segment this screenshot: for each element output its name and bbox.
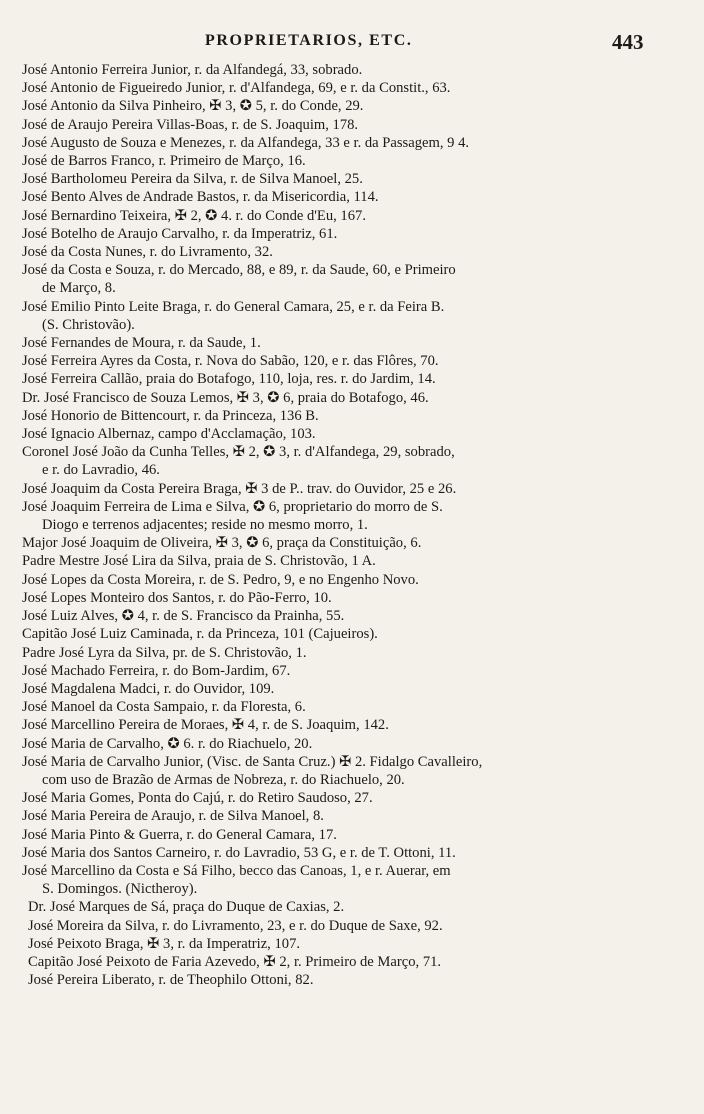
entry-text: José Joaquim da Costa Pereira Braga, ✠ 3 de P.. trav. do Ouvidor, 25 e 26. [22, 480, 457, 497]
entry-text: José Ferreira Callão, praia do Botafogo, 110, loja, res. r. do Jardim, 14. [22, 371, 436, 388]
directory-entry [22, 243, 678, 261]
entry-text: José da Costa Nunes, r. do Livramento, 32. [22, 244, 273, 261]
entry-text: José Manoel da Costa Sampaio, r. da Floresta, 6. [22, 699, 306, 716]
entry-text: Capitão José Peixoto de Faria Azevedo, ✠ 2, r. Primeiro de Março, 71. [28, 953, 442, 970]
page-number: 443 [612, 30, 644, 54]
directory-entry [22, 735, 678, 753]
directory-entry [22, 152, 678, 170]
directory-entry [22, 498, 678, 534]
directory-entry [22, 97, 678, 115]
directory-entry [22, 188, 678, 206]
directory-entry [22, 862, 678, 898]
directory-entry [22, 480, 678, 498]
directory-entry [22, 826, 678, 844]
entry-text: José Fernandes de Moura, r. da Saude, 1. [22, 335, 261, 352]
entry-text: José Antonio de Figueiredo Junior, r. d'Alfandega, 69, e r. da Constit., 63. [22, 80, 451, 97]
directory-entry [22, 971, 678, 989]
directory-entry [22, 552, 678, 570]
entry-text: José Ferreira Ayres da Costa, r. Nova do Sabão, 120, e r. das Flôres, 70. [22, 353, 439, 370]
entry-text: José Antonio Ferreira Junior, r. da Alfandegá, 33, sobrado. [22, 62, 363, 78]
directory-entry [22, 61, 678, 79]
entry-text: José de Araujo Pereira Villas-Boas, r. de S. Joaquim, 178. [22, 116, 359, 133]
directory-entry [22, 207, 678, 225]
directory-entry [22, 698, 678, 716]
entry-text: José Marcellino Pereira de Moraes, ✠ 4, r. de S. Joaquim, 142. [22, 717, 389, 734]
directory-entry [22, 407, 678, 425]
entry-text: Padre Mestre José Lira da Silva, praia de S. Christovão, 1 A. [22, 553, 376, 570]
entry-continuation: e r. do Lavradio, 46. [42, 462, 160, 479]
entry-text: José da Costa e Souza, r. do Mercado, 88, e 89, r. da Saude, 60, e Primeiro [22, 262, 456, 279]
directory-entry [22, 625, 678, 643]
directory-entry [22, 844, 678, 862]
entry-text: José Maria Gomes, Ponta do Cajú, r. do Retiro Saudoso, 27. [22, 790, 373, 807]
directory-entry [22, 116, 678, 134]
entry-text: José Lopes Monteiro dos Santos, r. do Pão-Ferro, 10. [22, 589, 332, 606]
entry-text: Capitão José Luiz Caminada, r. da Princeza, 101 (Cajueiros). [22, 626, 378, 643]
running-title: PROPRIETARIOS, ETC. [205, 32, 413, 49]
directory-entry [22, 79, 678, 97]
entry-continuation: (S. Christovão). [42, 316, 135, 333]
directory-entry [22, 389, 678, 407]
directory-entry [22, 170, 678, 188]
entry-text: José Bartholomeu Pereira da Silva, r. de Silva Manoel, 25. [22, 171, 363, 188]
directory-entry [22, 753, 678, 789]
entry-text: José Bernardino Teixeira, ✠ 2, ✪ 4. r. do Conde d'Eu, 167. [22, 207, 366, 224]
entry-text: Dr. José Marques de Sá, praça do Duque de Caxias, 2. [28, 899, 345, 916]
entry-continuation: de Março, 8. [42, 280, 116, 297]
directory-entry [22, 352, 678, 370]
directory-entry [22, 917, 678, 935]
entry-text: José Joaquim Ferreira de Lima e Silva, ✪ 6, proprietario do morro de S. [22, 498, 443, 515]
entry-continuation: com uso de Brazão de Armas de Nobreza, r. do Riachuelo, 20. [42, 771, 405, 788]
directory-entry [22, 225, 678, 243]
directory-entry [22, 789, 678, 807]
page-header [0, 30, 704, 56]
entry-text: Dr. José Francisco de Souza Lemos, ✠ 3, ✪ 6, praia do Botafogo, 46. [22, 389, 429, 406]
entry-text: José Luiz Alves, ✪ 4, r. de S. Francisco da Prainha, 55. [22, 608, 345, 625]
entry-text: José Augusto de Souza e Menezes, r. da Alfandega, 33 e r. da Passagem, 9 4. [22, 134, 470, 151]
directory-entry [22, 716, 678, 734]
directory-entry [22, 807, 678, 825]
entry-text: José Maria de Carvalho Junior, (Visc. de Santa Cruz.) ✠ 2. Fidalgo Cavalleiro, [22, 753, 483, 770]
directory-entry [22, 534, 678, 552]
entry-text: José Marcellino da Costa e Sá Filho, becco das Canoas, 1, e r. Auerar, em [22, 862, 451, 879]
entry-continuation: S. Domingos. (Nictheroy). [42, 881, 198, 898]
entry-text: José Pereira Liberato, r. de Theophilo Ottoni, 82. [28, 972, 314, 989]
directory-entry [22, 334, 678, 352]
directory-entry [22, 644, 678, 662]
directory-entry [22, 662, 678, 680]
entry-text: José Ignacio Albernaz, campo d'Acclamação, 103. [22, 426, 316, 443]
directory-entry [22, 134, 678, 152]
directory-entry [22, 953, 678, 971]
entry-text: José Bento Alves de Andrade Bastos, r. da Misericordia, 114. [22, 189, 379, 206]
entry-text: José de Barros Franco, r. Primeiro de Março, 16. [22, 153, 306, 170]
entry-text: José Botelho de Araujo Carvalho, r. da Imperatriz, 61. [22, 225, 338, 242]
directory-entry [22, 261, 678, 297]
entry-text: Major José Joaquim de Oliveira, ✠ 3, ✪ 6, praça da Constituição, 6. [22, 535, 422, 552]
directory-entry [22, 425, 678, 443]
directory-entry [22, 298, 678, 334]
directory-entry [22, 607, 678, 625]
entry-continuation: Diogo e terrenos adjacentes; reside no mesmo morro, 1. [42, 517, 368, 534]
directory-entry [22, 370, 678, 388]
entry-text: José Maria dos Santos Carneiro, r. do Lavradio, 53 G, e r. de T. Ottoni, 11. [22, 844, 456, 861]
entry-text: José Honorio de Bittencourt, r. da Princeza, 136 B. [22, 407, 319, 424]
entry-text: Padre José Lyra da Silva, pr. de S. Christovão, 1. [22, 644, 307, 661]
directory-entry [22, 935, 678, 953]
entry-text: José Maria Pereira de Araujo, r. de Silva Manoel, 8. [22, 808, 324, 825]
entry-text: José Magdalena Madci, r. do Ouvidor, 109. [22, 680, 275, 697]
directory-entry [22, 680, 678, 698]
entry-text: José Emilio Pinto Leite Braga, r. do General Camara, 25, e r. da Feira B. [22, 298, 445, 315]
directory-entry [22, 898, 678, 916]
entry-text: Coronel José João da Cunha Telles, ✠ 2, ✪ 3, r. d'Alfandega, 29, sobrado, [22, 444, 455, 461]
directory-entry [22, 571, 678, 589]
entry-text: José Peixoto Braga, ✠ 3, r. da Imperatriz, 107. [28, 935, 301, 952]
directory-entry [22, 589, 678, 607]
entry-text: José Machado Ferreira, r. do Bom-Jardim, 67. [22, 662, 291, 679]
directory-entry [22, 443, 678, 479]
entry-text: José Maria Pinto & Guerra, r. do General Camara, 17. [22, 826, 337, 843]
entry-text: José Maria de Carvalho, ✪ 6. r. do Riachuelo, 20. [22, 735, 313, 752]
entry-text: José Lopes da Costa Moreira, r. de S. Pedro, 9, e no Engenho Novo. [22, 571, 419, 588]
entry-list [22, 61, 678, 989]
entry-text: José Moreira da Silva, r. do Livramento, 23, e r. do Duque de Saxe, 92. [28, 917, 443, 934]
entry-text: José Antonio da Silva Pinheiro, ✠ 3, ✪ 5, r. do Conde, 29. [22, 98, 364, 115]
